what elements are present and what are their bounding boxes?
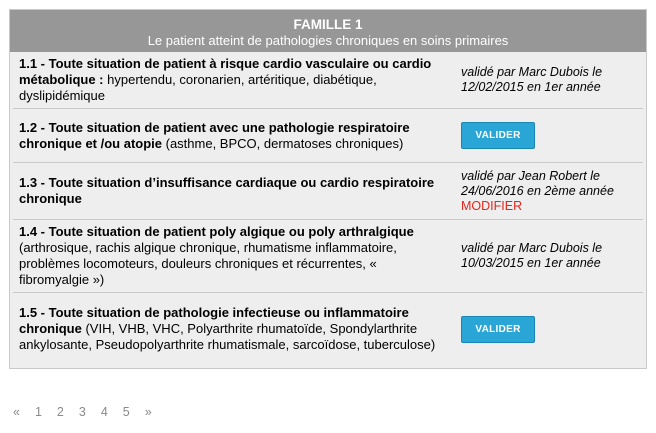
situation-row-1-3 [13,163,643,220]
pagination-page-5[interactable]: 5 [122,405,130,419]
pagination-page-4[interactable]: 4 [100,405,108,419]
pagination-page-3[interactable]: 3 [78,405,86,419]
situation-description [13,293,455,365]
situation-description [13,109,455,162]
panel-subtitle: Le patient atteint de pathologies chroniques en soins primaires [147,33,509,48]
valider-button[interactable]: VALIDER [461,316,535,343]
situation-title: 1.3 - Toute situation d’insuffisance cardiaque ou cardio respiratoire chronique [19,175,435,206]
situation-detail: hypertendu, coronarien, artéritique, diabétique, dyslipidémique [19,72,377,103]
pagination-page-1[interactable]: 1 [34,405,42,419]
validation-line-1: validé par Jean Robert le [461,168,600,183]
valider-button[interactable]: VALIDER [461,122,535,149]
situation-title: 1.4 - Toute situation de patient poly algique ou poly arthralgique [19,224,414,239]
validation-line-1: validé par Marc Dubois le [461,65,603,79]
modifier-link[interactable]: MODIFIER [461,198,523,213]
situation-detail: (VIH, VHB, VHC, Polyarthrite rhumatoïde, Spondylarthrite ankylosante, Pseudopolyarthrite rhumatismale, sarcoïdose, tuberculose) [19,321,436,352]
validation-status [455,52,643,108]
situation-description [13,52,455,108]
validation-status [455,163,643,219]
situation-description [13,163,455,219]
validation-line-2: 24/06/2016 en 2ème année [461,183,614,198]
situation-row-1-4 [13,220,643,293]
validation-line-2: 10/03/2015 en 1er année [461,256,601,270]
situation-title: 1.1 - Toute situation de patient à risque cardio vasculaire ou cardio métabolique : [19,56,432,87]
situation-title: 1.5 - Toute situation de pathologie infectieuse ou inflammatoire chronique [19,305,409,336]
panel-title: FAMILLE 1 [293,17,363,32]
pagination-page-2[interactable]: 2 [56,405,64,419]
validation-line-1: validé par Marc Dubois le [461,241,603,255]
situation-detail: (asthme, BPCO, dermatoses chroniques) [162,135,404,151]
situation-row-1-5 [13,293,643,365]
pagination [13,405,167,419]
situation-description [13,220,455,292]
situation-row-1-1 [13,52,643,109]
pagination-next[interactable]: » [144,405,152,419]
validation-status [455,109,643,162]
validation-status [455,293,643,365]
pagination-prev[interactable]: « [13,405,20,419]
panel-header [10,10,646,52]
situation-title: 1.2 - Toute situation de patient avec une pathologie respiratoire chronique et /ou atopie [19,119,410,151]
situation-detail: (arthrosique, rachis algique chronique, rhumatisme inflammatoire, problèmes locomoteurs, douleurs chroniques et récurrentes, « fibromyalgie ») [19,240,397,287]
validation-line-2: 12/02/2015 en 1er année [461,80,601,94]
famille-panel [9,9,647,369]
situation-row-1-2 [13,109,643,163]
validation-status [455,220,643,292]
